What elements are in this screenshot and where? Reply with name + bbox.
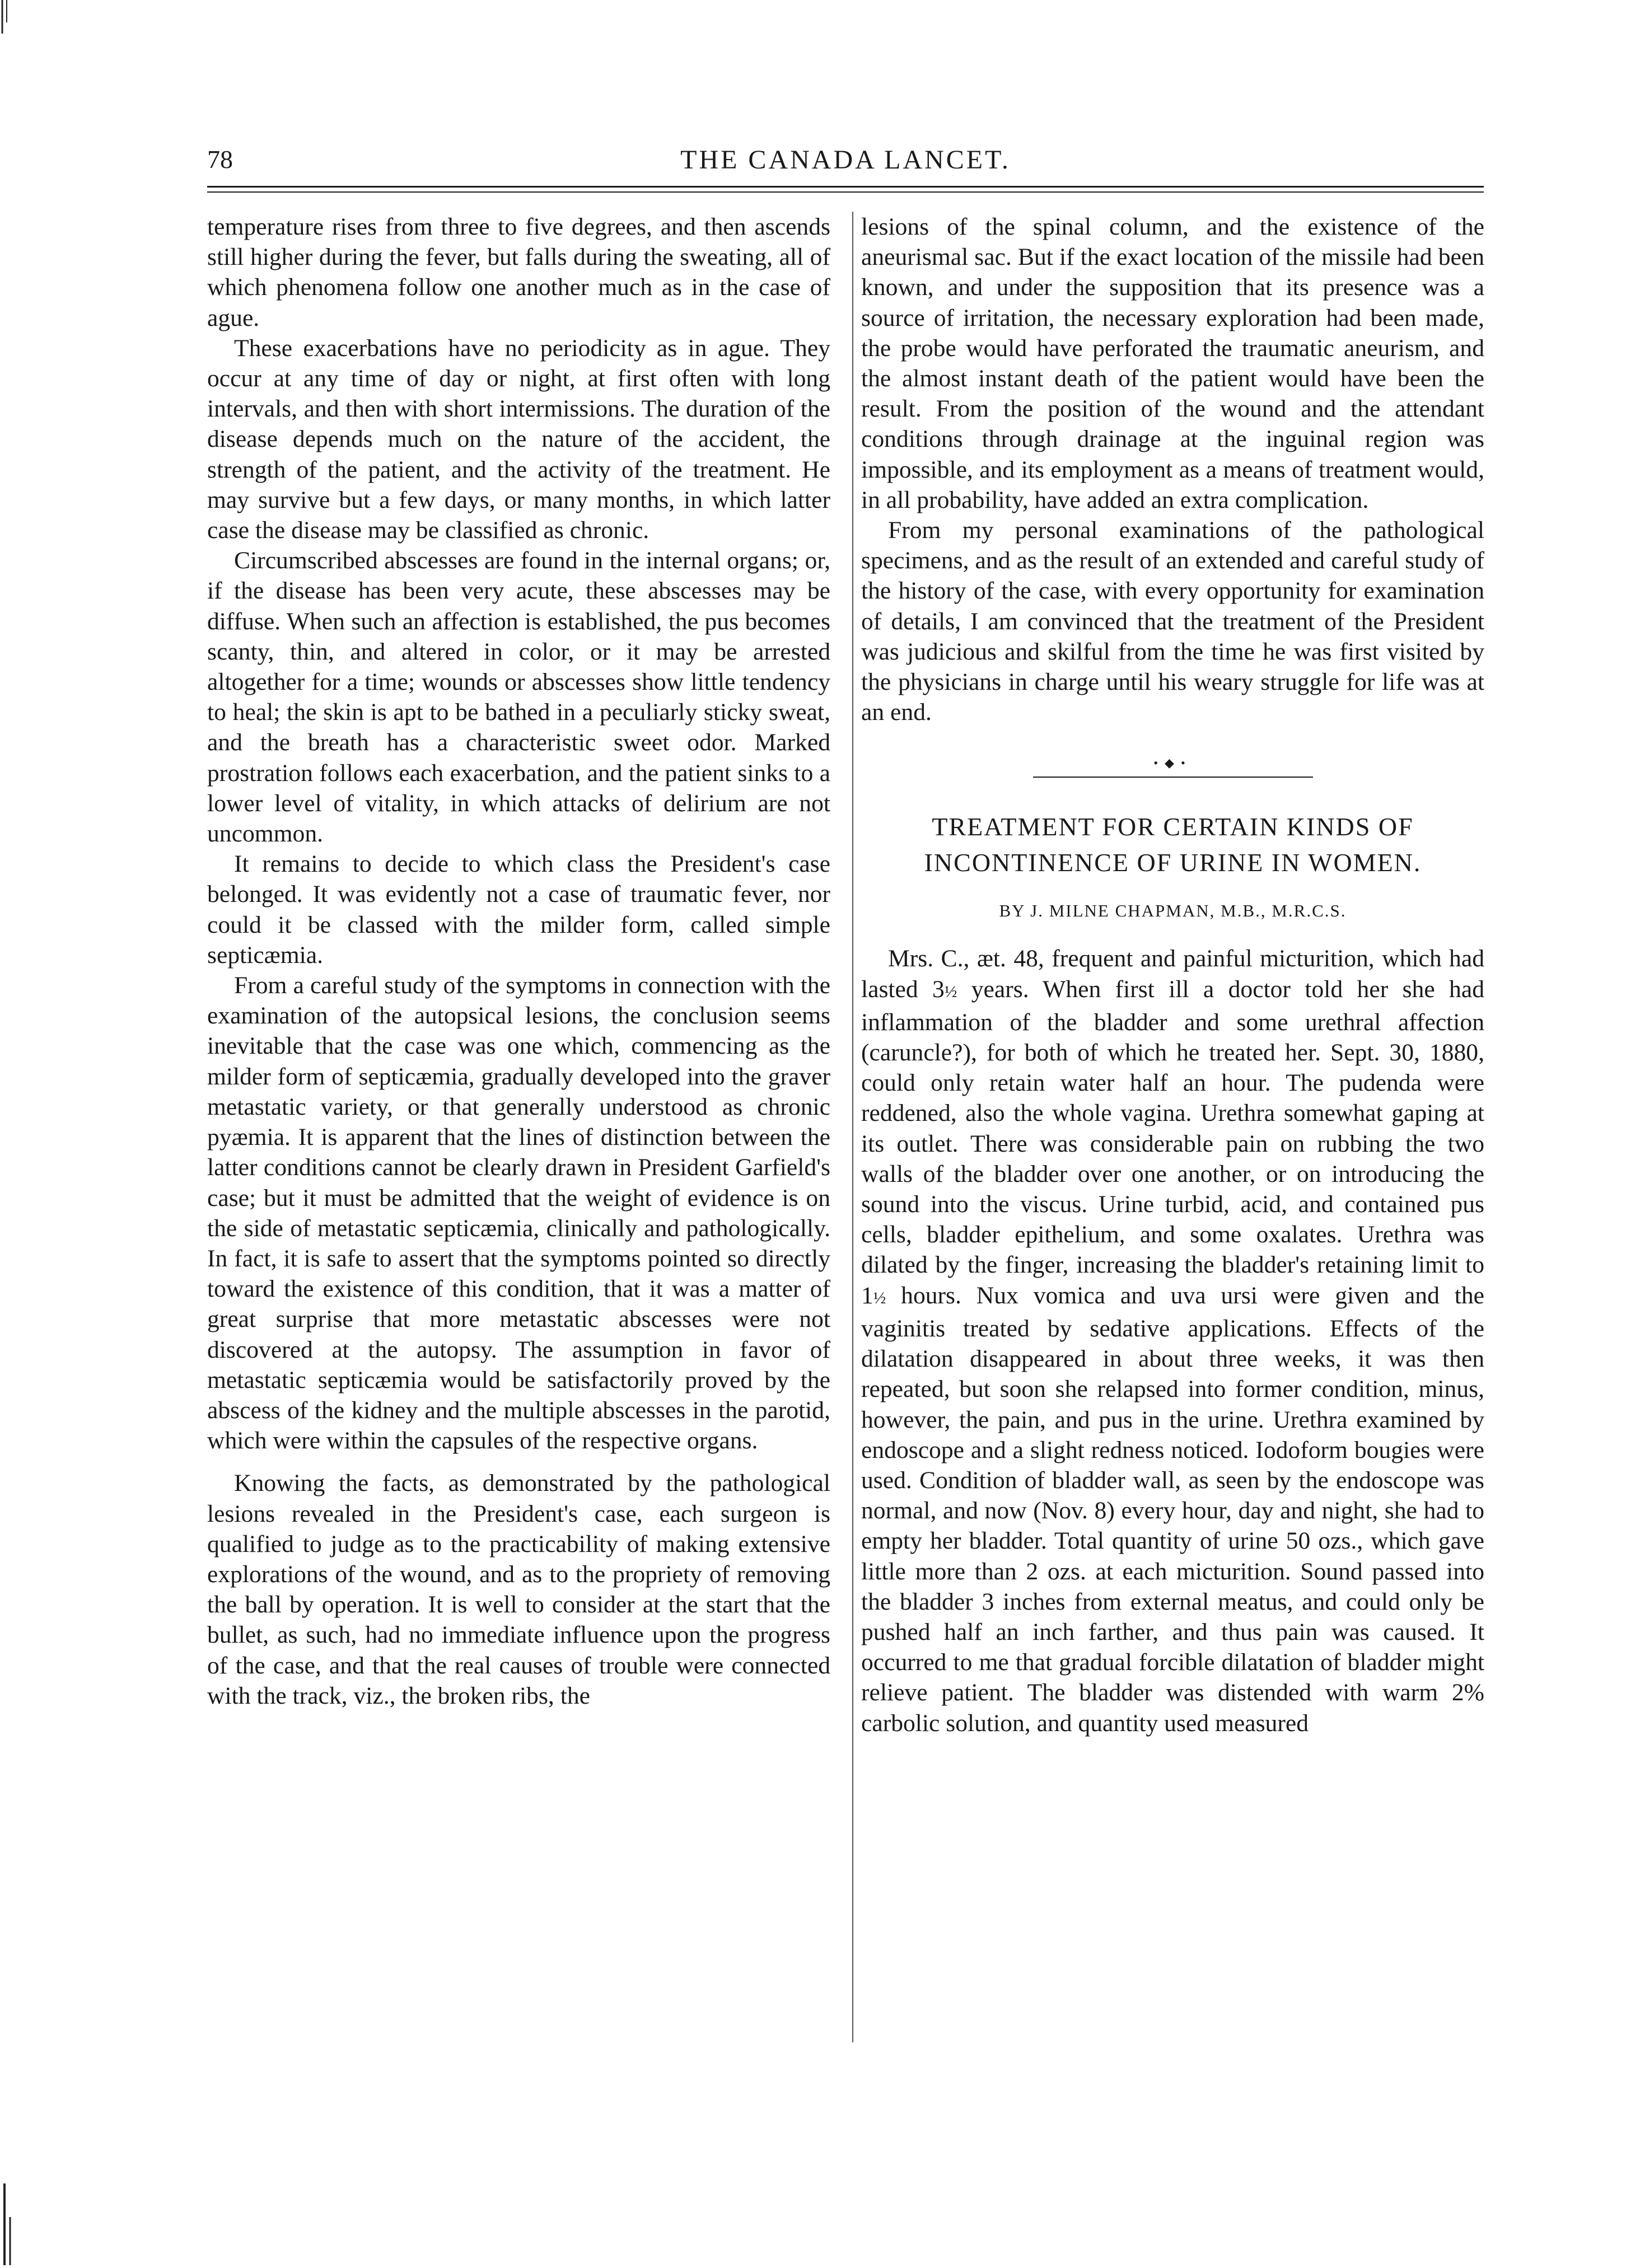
paragraph-8: From my personal examinations of the pathological specimens, and as the result of an extended and careful study of the history of the case, with every opportunity for examination of details, I am convinced that the treatment of the President was judicious and skilful from the time he was first visited by the physicians in charge until his weary struggle for life was at an end. xyxy=(861,517,1484,726)
running-head xyxy=(207,144,1484,186)
article-body-part-1: Mrs. C., æt. 48, frequent and painful micturition, which had lasted 3 xyxy=(861,945,1484,1003)
paragraph-2: These exacerbations have no periodicity as in ague. They occur at any time of day or night, at first often with long intervals, and then with short intermissions. The duration of the disease depends much on the nature of the accident, the strength of the patient, and the activity of the treatment. He may survive but a few days, or many months, in which latter case the disease may be classified as chronic. xyxy=(207,334,830,544)
divider-ornament-icon: •◆• xyxy=(1150,756,1195,770)
left-column xyxy=(207,212,830,1711)
binding-edge-marks xyxy=(0,0,19,2265)
journal-title: THE CANADA LANCET. xyxy=(680,145,1011,175)
article-body xyxy=(861,943,1484,1738)
paragraph-6: Knowing the facts, as demonstrated by the pathological lesions revealed in the President's case, each surgeon is qualified to judge as to the practicability of making extensive explorations of the wound, and as to the propriety of removing the ball by operation. It is well to consider at the start that the bullet, as such, had no immediate influence upon the progress of the case, and that the real causes of trouble were connected with the track, viz., the broken ribs, the xyxy=(207,1470,830,1709)
header-rule-top xyxy=(207,186,1484,188)
paragraph-7: lesions of the spinal column, and the existence of the aneurismal sac. But if the exact location of the missile had been known, and under the supposition that its presence was a source of irritation, the necessary exploration had been made, the probe would have perforated the traumatic aneurism, and the almost instant death of the patient would have been the result. From the position of the wound and the attendant conditions through drainage at the inguinal region was impossible, and its employment as a means of treatment would, in all probability, have added an extra complication. xyxy=(861,213,1484,513)
page-number: 78 xyxy=(207,145,233,174)
article-title-line-2: INCONTINENCE OF URINE IN WOMEN. xyxy=(924,848,1422,877)
divider-line xyxy=(1033,777,1313,778)
column-divider xyxy=(852,212,853,2042)
paragraph-1: temperature rises from three to five degrees, and then ascends still higher during the fever, but falls during the sweating, all of which phenomena follow one another much as in the case of ague. xyxy=(207,213,830,331)
fraction-half-1: ½ xyxy=(944,982,957,1001)
paragraph-3: Circumscribed abscesses are found in the internal organs; or, if the disease has been very acute, these abscesses may be diffuse. When such an affection is established, the pus becomes scanty, thin, and altered in color, or it may be arrested altogether for a time; wounds or abscesses show little tendency to heal; the skin is apt to be bathed in a peculiarly sticky sweat, and the breath has a characteristic sweet odor. Marked prostration follows each exacerbation, and the patient sinks to a lower level of vitality, in which attacks of delirium are not uncommon. xyxy=(207,547,830,848)
article-title xyxy=(861,809,1484,881)
paragraph-5: From a careful study of the symptoms in connection with the examination of the autopsical lesions, the conclusion seems inevitable that the case was one which, commencing as the milder form of septicæmia, gradually developed into the graver metastatic variety, or that generally understood as chronic pyæmia. It is apparent that the lines of distinction between the latter conditions cannot be clearly drawn in President Garfield's case; but it must be admitted that the weight of evidence is on the side of metastatic septicæmia, clinically and pathologically. In fact, it is safe to assert that the symptoms pointed so directly toward the existence of this condition, that it was a matter of great surprise that more metastatic abscesses were not discovered at the autopsy. The assumption in favor of metastatic septicæmia would be satisfactorily proved by the abscess of the kidney and the multiple abscesses in the parotid, which were within the capsules of the respective organs. xyxy=(207,972,830,1455)
right-column xyxy=(861,212,1484,1738)
article-byline: BY J. MILNE CHAPMAN, M.B., M.R.C.S. xyxy=(999,901,1347,921)
article-body-part-2: years. When first ill a doctor told her she had inflammation of the bladder and some urethral affection (caruncle?), for both of which he treated her. Sept. 30, 1880, could only retain water half an hour. The pudenda were reddened, also the whole vagina. Urethra somewhat gaping at its outlet. There was considerable pain on rubbing the two walls of the bladder over one another, or on introducing the sound into the viscus. Urine turbid, acid, and contained pus cells, bladder epithelium, and some oxalates. Urethra was dilated by the finger, increasing the bladder's retaining limit to 1 xyxy=(861,975,1484,1309)
fraction-half-2: ½ xyxy=(873,1288,886,1307)
header-rule-bottom xyxy=(207,191,1484,193)
section-divider xyxy=(861,756,1484,773)
paragraph-4: It remains to decide to which class the President's case belonged. It was evidently not a case of traumatic fever, nor could it be classed with the milder form, called simple septicæmia. xyxy=(207,850,830,969)
article-body-part-3: hours. Nux vomica and uva ursi were given and the vaginitis treated by sedative applications. Effects of the dilatation disappeared in about three weeks, it was then repeated, but soon she relapsed into former condition, minus, however, the pain, and pus in the urine. Urethra examined by endoscope and a slight redness noticed. Iodoform bougies were used. Condition of bladder wall, as seen by the endoscope was normal, and now (Nov. 8) every hour, day and night, she had to empty her bladder. Total quantity of urine 50 ozs., which gave little more than 2 ozs. at each micturition. Sound passed into the bladder 3 inches from external meatus, and could only be pushed half an inch farther, and thus pain was caused. It occurred to me that gradual forcible dilatation of bladder might relieve patient. The bladder was distended with warm 2% carbolic solution, and quantity used measured xyxy=(861,1282,1484,1737)
article-title-line-1: TREATMENT FOR CERTAIN KINDS OF xyxy=(932,812,1414,841)
